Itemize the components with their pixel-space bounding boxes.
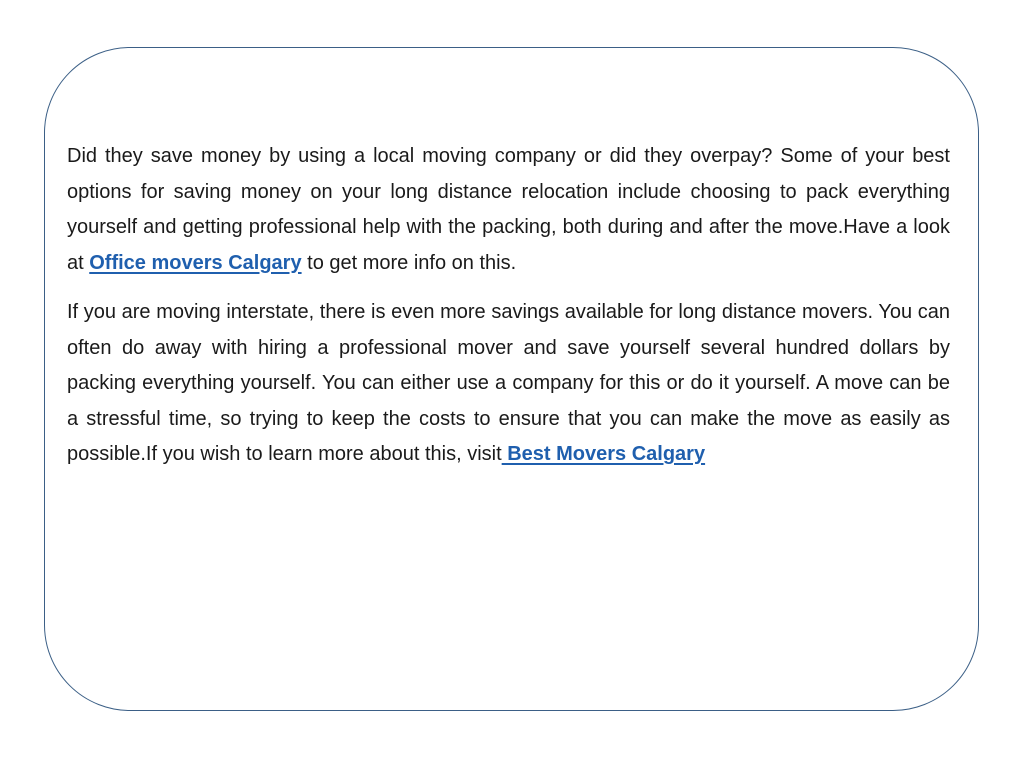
text-content <box>67 139 950 487</box>
paragraph-2 <box>67 295 950 473</box>
office-movers-calgary-link[interactable]: Office movers Calgary <box>89 251 302 274</box>
paragraph-1-text-before-link: Did they save money by using a local moving company or did they overpay? Some of your best options for saving money on your long distance relocation include choosing to pack everything yourself and getting professional help with the packing, both during and after the move.Have a look at <box>67 145 950 274</box>
paragraph-1-text-after-link: to get more info on this. <box>301 251 517 274</box>
paragraph-2-text-before-link: If you are moving interstate, there is even more savings available for long distance movers. You can often do away with hiring a professional mover and save yourself several hundred dollars by packing everything yourself. You can either use a company for this or do it yourself. A move can be a stressful time, so trying to keep the costs to ensure that you can make the move as easily as possible.If you wish to learn more about this, visit <box>67 301 950 465</box>
best-movers-calgary-link[interactable]: Best Movers Calgary <box>501 443 706 465</box>
paragraph-1 <box>67 139 950 281</box>
